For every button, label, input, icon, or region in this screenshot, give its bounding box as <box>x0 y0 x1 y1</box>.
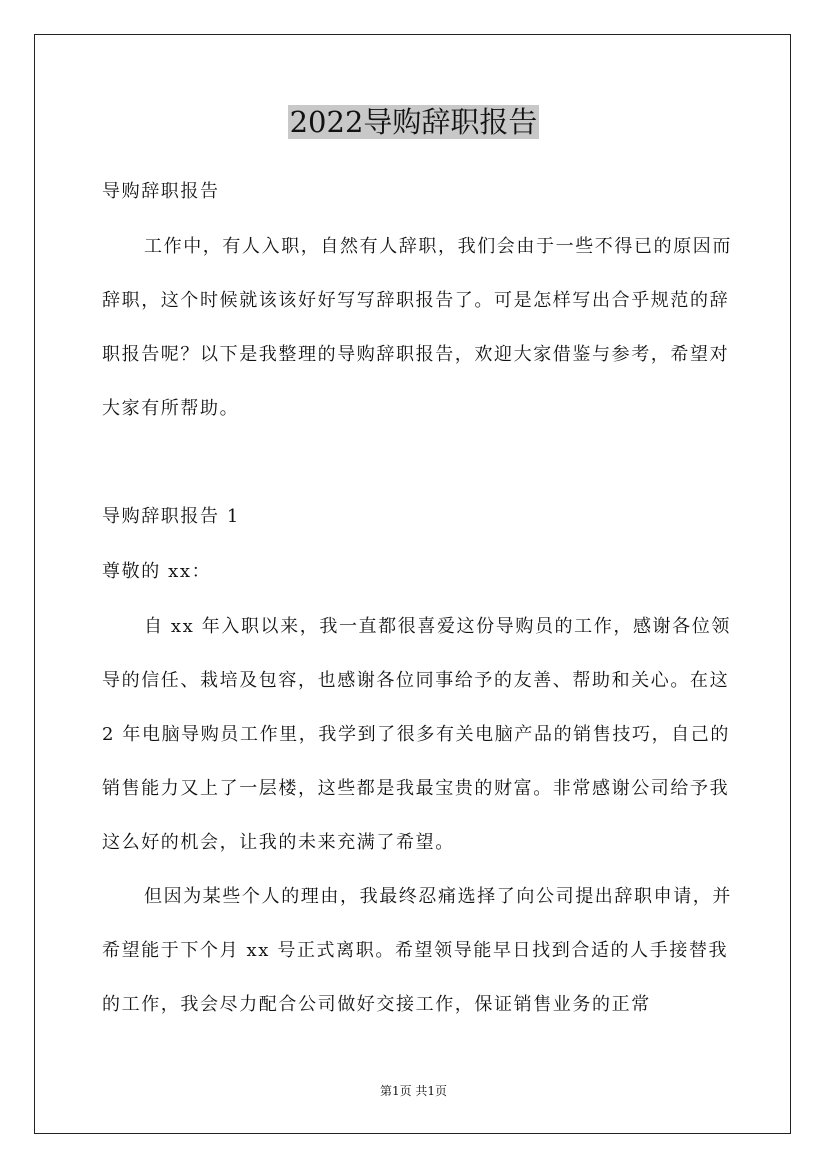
body-paragraph-1: 自 xx 年入职以来，我一直都很喜爱这份导购员的工作，感谢各位领导的信任、栽培及包容，也感谢各位同事给予的友善、帮助和关心。在这 2 年电脑导购员工作里，我学到了很多有关电脑产品的销售技巧，自己的销售能力又上了一层楼，这些都是我最宝贵的财富。非常感谢公司给予我这么好的机会，让我的未来充满了希望。 <box>102 616 731 853</box>
body-paragraph-2: 但因为某些个人的理由，我最终忍痛选择了向公司提出辞职申请，并希望能于下个月 xx 号正式离职。希望领导能早日找到合适的人手接替我的工作，我会尽力配合公司做好交接工作，保证销售业务的正常 <box>102 886 732 1015</box>
salutation: 尊敬的 xx： <box>102 561 212 582</box>
section-heading: 导购辞职报告 1 <box>102 506 240 527</box>
page-footer: 第1页 共1页 <box>379 1084 448 1098</box>
document-title <box>0 100 827 144</box>
document-subtitle: 导购辞职报告 <box>102 181 220 202</box>
title-text: 2022导购辞职报告 <box>289 105 538 139</box>
intro-paragraph: 工作中，有人入职，自然有人辞职，我们会由于一些不得已的原因而辞职，这个时候就该该好好写写辞职报告了。可是怎样写出合乎规范的辞职报告呢？以下是我整理的导购辞职报告，欢迎大家借鉴与参考，希望对大家有所帮助。 <box>102 236 732 419</box>
